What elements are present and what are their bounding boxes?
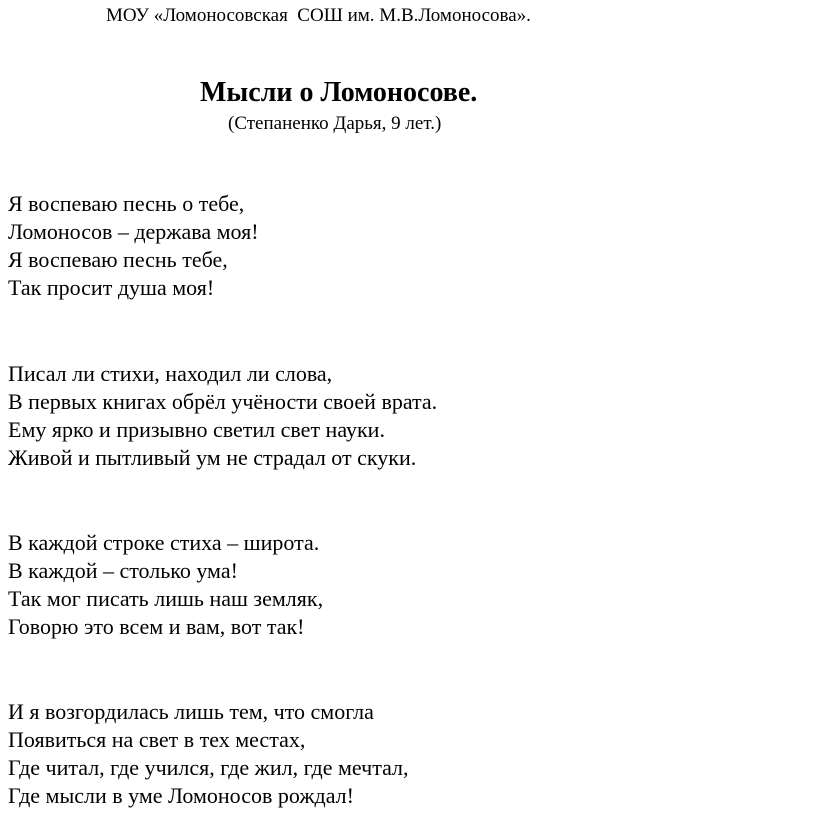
poem-line: Так мог писать лишь наш земляк, — [8, 586, 324, 611]
stanza-1 — [8, 190, 259, 302]
stanza-3 — [8, 529, 323, 641]
poem-line: Я воспеваю песнь тебе, — [8, 247, 228, 272]
poem-line: Где мысли в уме Ломоносов рождал! — [8, 783, 354, 808]
poem-line: Говорю это всем и вам, вот так! — [8, 614, 305, 639]
poem-line: Писал ли стихи, находил ли слова, — [8, 361, 333, 386]
poem-line: Где читал, где учился, где жил, где мечтал, — [8, 755, 409, 780]
stanza-2 — [8, 360, 437, 472]
poem-line: Ему ярко и призывно светил свет науки. — [8, 417, 385, 442]
poem-line: Ломоносов – держава моя! — [8, 219, 259, 244]
stanza-4 — [8, 698, 409, 810]
poem-title: Мысли о Ломоносове. — [200, 77, 478, 108]
poem-line: В каждой – столько ума! — [8, 558, 238, 583]
poem-line: Я воспеваю песнь о тебе, — [8, 191, 245, 216]
poem-line: Живой и пытливый ум не страдал от скуки. — [8, 445, 417, 470]
poem-author: (Степаненко Дарья, 9 лет.) — [228, 113, 442, 134]
poem-line: Так просит душа моя! — [8, 275, 215, 300]
poem-line: В первых книгах обрёл учёности своей врата. — [8, 389, 438, 414]
poem-line: И я возгордилась лишь тем, что смогла — [8, 699, 374, 724]
poem-line: Появиться на свет в тех местах, — [8, 727, 306, 752]
school-header: МОУ «Ломоносовская СОШ им. М.В.Ломоносова». — [106, 5, 531, 26]
poem-line: В каждой строке стиха – широта. — [8, 530, 320, 555]
